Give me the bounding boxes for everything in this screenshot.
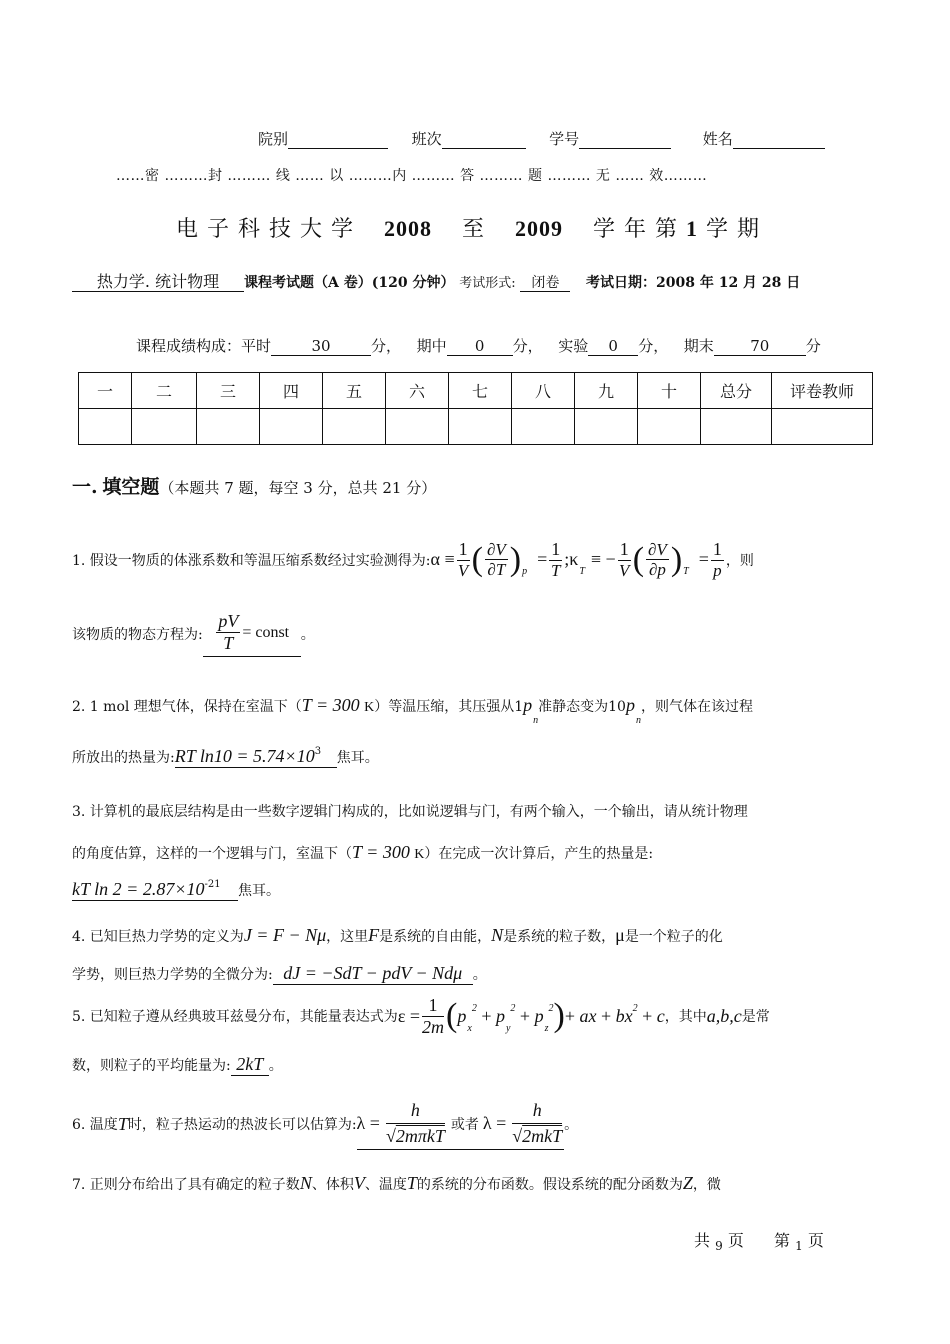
- score-header: 八: [512, 373, 575, 409]
- section1-heading: [72, 472, 436, 499]
- course-name: 热力学. 统计物理: [72, 273, 244, 292]
- q4-end: 。: [472, 967, 487, 983]
- midterm-value: 0: [447, 338, 513, 356]
- q2-answer: RT $\ln 10 = 5.74\times 10^3$: [175, 747, 337, 768]
- q2-temp: T = 300: [301, 695, 360, 715]
- q7-line1a: 7. 正则分布给出了具有确定的粒子数: [72, 1177, 300, 1193]
- q1-line1: [72, 530, 754, 590]
- year-end: 2009: [514, 216, 563, 241]
- footer-current-label: 第: [774, 1231, 791, 1250]
- q5-line1a: 5. 已知粒子遵从经典玻耳兹曼分布，其能量表达式为: [72, 1009, 398, 1025]
- q2-prefix: 2. 1 mol 理想气体，保持在室温下（: [72, 699, 302, 715]
- seal-line: ……密 ………封 ……… 线 …… 以 ………内 ……… 答 ……… 题 ……… 无 …… 效………: [116, 168, 708, 184]
- q2-pn2: $p_n$: [625, 695, 641, 726]
- score-header: 七: [449, 373, 512, 409]
- score-header: 三: [197, 373, 260, 409]
- score-header: 评卷教师: [772, 373, 873, 409]
- score-header: 二: [132, 373, 197, 409]
- footer-total-label: 共: [694, 1231, 711, 1250]
- q4-F: F: [368, 925, 380, 945]
- q7-sep2: 、温度: [364, 1177, 407, 1193]
- q4-line1a: 4. 已知巨热力学势的定义为: [72, 929, 244, 945]
- section1-number: 一.: [72, 476, 98, 498]
- q6-line1a: 6. 温度: [72, 1117, 118, 1133]
- id-label: 学号: [549, 130, 580, 148]
- score-cell[interactable]: [638, 409, 701, 445]
- q5-energy-formula: ε = $\frac{1}{2m}$ ( p x 2 + p y 2 + p z 2 ) + ax + bx 2 + c: [397, 994, 665, 1037]
- academic-year: 学 年 第: [592, 217, 678, 242]
- midterm-label: 期中: [416, 337, 447, 355]
- q2-temp-unit: K: [364, 700, 375, 715]
- q3-unit: 焦耳。: [238, 883, 280, 899]
- score-header: 九: [575, 373, 638, 409]
- school-field[interactable]: [288, 131, 388, 149]
- q6-or: 或者: [450, 1116, 479, 1133]
- year-start: 2008: [383, 216, 432, 241]
- score-table: [78, 372, 873, 445]
- q7-sep1: 、体积: [311, 1177, 354, 1193]
- grade-composition: [136, 335, 821, 356]
- q3-temp-unit: K: [414, 847, 425, 862]
- score-cell[interactable]: [323, 409, 386, 445]
- page-footer: [694, 1228, 824, 1251]
- to-word: 至: [461, 217, 485, 242]
- footer-page-unit: 页: [727, 1231, 744, 1250]
- score-cell[interactable]: [197, 409, 260, 445]
- q6-T: T: [117, 1113, 128, 1134]
- q2-line1: [72, 695, 753, 726]
- q4-line1: [72, 925, 723, 946]
- q3-line2a: 的角度估算，这样的一个逻辑与门，室温下（: [72, 846, 352, 862]
- score-input-row: [79, 409, 873, 445]
- score-header: 六: [386, 373, 449, 409]
- q4-N: N: [491, 925, 504, 945]
- footer-page-unit2: 页: [807, 1231, 824, 1250]
- term-num: 1: [685, 216, 698, 241]
- q6-end: 。: [564, 1117, 579, 1133]
- form-value: 闭卷: [520, 276, 570, 292]
- unit1: 分，: [371, 337, 402, 355]
- score-cell[interactable]: [132, 409, 197, 445]
- q1-line2-text: 该物质的物态方程为:: [72, 627, 203, 643]
- q4-line1b: ，这里: [326, 929, 369, 945]
- school-name: 电 子 科 技 大 学: [176, 217, 354, 242]
- score-header: 四: [260, 373, 323, 409]
- score-cell[interactable]: [386, 409, 449, 445]
- q6-answer: λ = $\frac{h}{\text{√2mπkT}}$ 或者 λ = $\frac{h}{\text{√2mkT}}$: [357, 1098, 565, 1150]
- term-word: 学 期: [705, 217, 760, 242]
- section1-note: （本题共 7 题，每空 3 分，总共 21 分）: [159, 479, 437, 497]
- footer-total-pages: 9: [715, 1239, 723, 1253]
- score-cell[interactable]: [79, 409, 132, 445]
- q4-line1d: 是系统的粒子数，: [503, 929, 616, 945]
- q4-line1c: 是系统的自由能，: [379, 929, 492, 945]
- q1-end: 。: [300, 627, 315, 643]
- name-field[interactable]: [733, 131, 825, 149]
- score-header: 总分: [701, 373, 772, 409]
- q1-suffix: ，则: [725, 553, 754, 569]
- q1-line2: [72, 606, 315, 662]
- q5-line2: [72, 1055, 283, 1076]
- q5-end: 。: [268, 1058, 283, 1074]
- q7-T: T: [406, 1173, 417, 1193]
- q5-line1: [72, 990, 770, 1042]
- score-header-row: [79, 373, 873, 409]
- paper-label: 课程考试题（A 卷）(120 分钟）: [244, 275, 455, 291]
- score-header: 一: [79, 373, 132, 409]
- unit4: 分: [805, 337, 821, 355]
- lab-label: 实验: [558, 337, 589, 355]
- score-header: 五: [323, 373, 386, 409]
- q3-temp: T = 300: [352, 842, 410, 862]
- q5-line1c: 是常: [741, 1009, 770, 1025]
- q7-line1: [72, 1173, 721, 1194]
- class-label: 班次: [411, 130, 442, 148]
- q6-line1b: 时，粒子热运动的热波长可以估算为:: [127, 1117, 357, 1133]
- school-label: 院别: [258, 130, 289, 148]
- q7-line1c: ，微: [692, 1177, 721, 1193]
- q3-line1: 3. 计算机的最底层结构是由一些数字逻辑门构成的，比如说逻辑与门，有两个输入，一个输出，请从统计物理: [72, 804, 748, 820]
- q5-consts: a,b,c: [706, 1005, 742, 1026]
- form-label: 考试形式:: [459, 276, 516, 291]
- score-cell[interactable]: [512, 409, 575, 445]
- grade-label: 课程成绩构成：平时: [136, 337, 272, 355]
- q3-line2b: ）在完成一次计算后，产生的热量是:: [424, 846, 654, 862]
- lab-value: 0: [588, 338, 638, 356]
- exam-info: [72, 272, 800, 292]
- q2-line2-text: 所放出的热量为:: [72, 750, 175, 766]
- header-fields: [258, 128, 825, 149]
- university-title: [176, 212, 760, 243]
- q4-answer: dJ = −SdT − pdV − Ndμ: [273, 964, 473, 985]
- score-header: 十: [638, 373, 701, 409]
- footer-current-page: 1: [795, 1239, 803, 1253]
- score-cell[interactable]: [449, 409, 512, 445]
- exam-date: 考试日期：2008 年 12 月 28 日: [585, 275, 801, 291]
- score-cell[interactable]: [260, 409, 323, 445]
- q5-line2-text: 数，则粒子的平均能量为:: [72, 1058, 231, 1074]
- score-cell[interactable]: [772, 409, 873, 445]
- q2-line2: [72, 747, 379, 768]
- section1-title: 填空题: [102, 476, 160, 498]
- q1-answer: $\frac{pV}{T}$ = const: [203, 611, 301, 656]
- q4-line1e: 是一个粒子的化: [624, 929, 723, 945]
- q1-prefix: 1. 假设一物质的体涨系数和等温压缩系数经过实验测得为:: [72, 553, 431, 569]
- q7-Z: Z: [682, 1173, 693, 1193]
- final-label: 期末: [683, 337, 714, 355]
- q2-unit: 焦耳。: [336, 750, 379, 766]
- q6-line1: [72, 1096, 578, 1152]
- score-cell[interactable]: [701, 409, 772, 445]
- unit3: 分，: [638, 337, 669, 355]
- q2-suffix: ，则气体在该过程: [640, 699, 753, 715]
- name-label: 姓名: [702, 130, 733, 148]
- id-field[interactable]: [579, 131, 671, 149]
- score-cell[interactable]: [575, 409, 638, 445]
- q3-answer: kT $\ln 2 = 2.87\times 10^{-21}$: [72, 880, 238, 901]
- q3-line3: [72, 880, 280, 901]
- q4-line2: [72, 964, 487, 985]
- q3-line2: [72, 842, 653, 863]
- q4-def: J = F − Nμ: [243, 925, 327, 945]
- q2-pn1: $p_n$: [523, 695, 539, 726]
- q4-line2-text: 学势，则巨热力学势的全微分为:: [72, 967, 273, 983]
- q7-N: N: [299, 1173, 312, 1193]
- q1-formula: α ≡ $\frac{1}{V}$ ( $\frac{\partial V}{\partial T}$ ) p = $\frac{1}{T}$ ;κ T ≡ − $\frac{1}{V}$ ( $\frac{\partial V}{\partial p}$ ) T = $\frac{1}{p}$: [430, 539, 722, 581]
- q7-line1b: 的系统的分布函数。假设系统的配分函数为: [416, 1177, 683, 1193]
- regular-value: 30: [271, 338, 371, 356]
- final-value: 70: [714, 338, 806, 356]
- q4-mu: μ: [615, 925, 625, 945]
- class-field[interactable]: [442, 131, 526, 149]
- q5-answer: 2kT: [231, 1055, 269, 1076]
- q7-V: V: [353, 1173, 365, 1193]
- q2-mid2: 准静态变为10: [538, 699, 626, 715]
- unit2: 分，: [512, 337, 543, 355]
- q5-line1b: ，其中: [664, 1009, 707, 1025]
- q2-mid: ）等温压缩，其压强从1: [374, 699, 524, 715]
